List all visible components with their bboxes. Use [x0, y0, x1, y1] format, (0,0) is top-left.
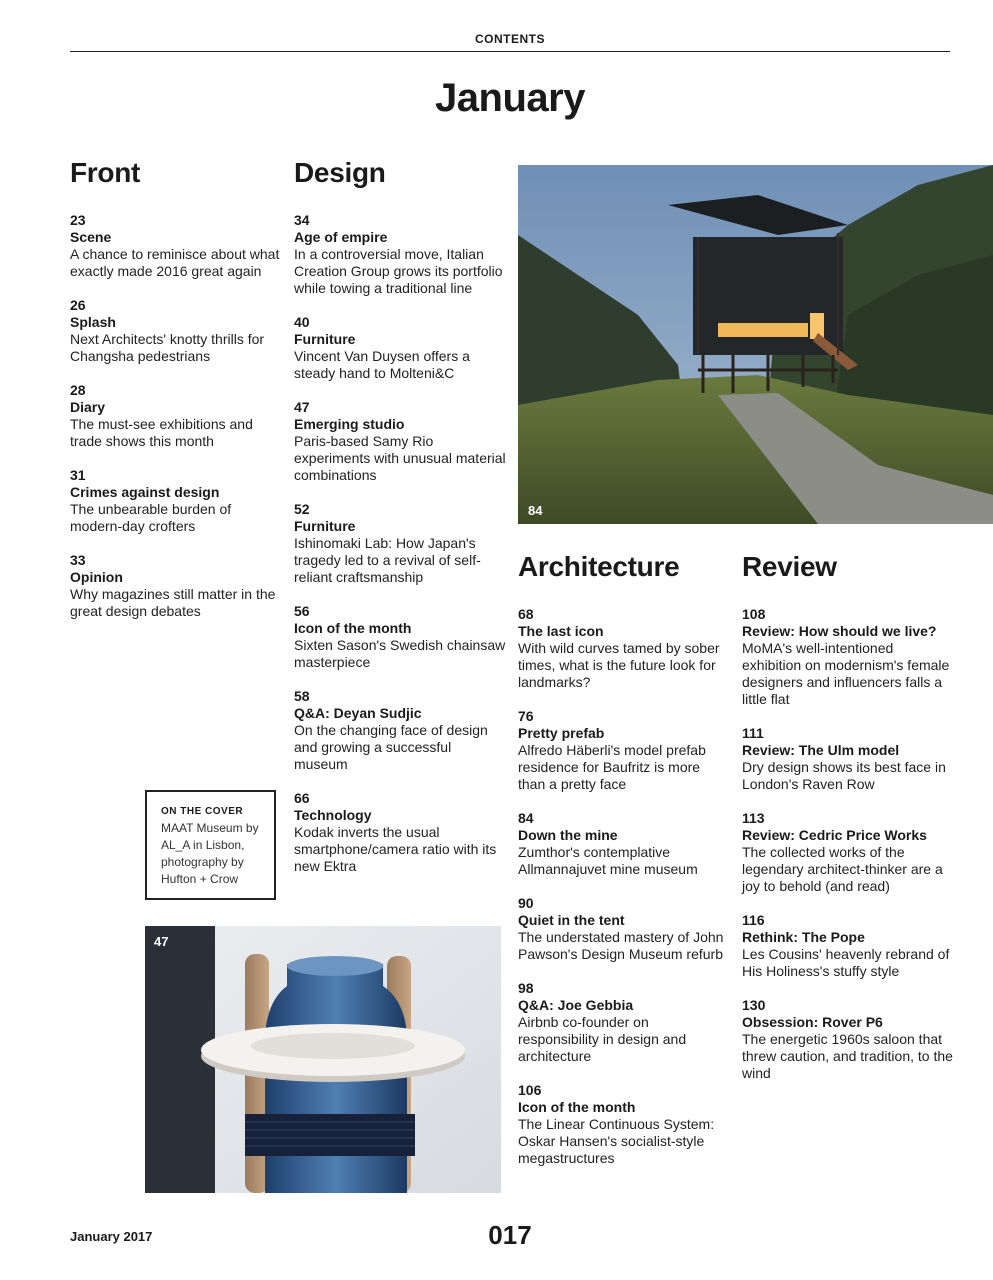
entry-page-number: 58	[294, 688, 310, 704]
entry-title: Emerging studio	[294, 416, 405, 432]
section-items	[742, 606, 954, 1082]
cover-credit: MAAT Museum by AL_A in Lisbon, photography by Hufton + Crow	[161, 821, 259, 886]
contents-entry	[70, 552, 282, 620]
header-rule	[70, 51, 950, 52]
contents-entry	[294, 603, 508, 671]
section-design	[294, 156, 508, 892]
running-head: CONTENTS	[475, 32, 545, 46]
entry-title: Age of empire	[294, 229, 388, 245]
section-architecture	[518, 550, 730, 1184]
contents-entry	[294, 212, 508, 297]
contents-entry	[518, 895, 730, 963]
entry-page-number: 33	[70, 552, 86, 568]
entry-page-number: 47	[294, 399, 310, 415]
section-items	[70, 212, 282, 620]
contents-entry	[70, 212, 282, 280]
entry-page-number: 84	[518, 810, 534, 826]
vase-photo-illustration	[145, 926, 501, 1193]
entry-description: MoMA's well-intentioned exhibition on modernism's female designers and influencers falls a little flat	[742, 640, 950, 707]
entry-page-number: 66	[294, 790, 310, 806]
contents-entry	[294, 314, 508, 382]
entry-description: The unbearable burden of modern-day crofters	[70, 501, 232, 534]
contents-entry	[742, 725, 954, 793]
entry-page-number: 90	[518, 895, 534, 911]
entry-title: Crimes against design	[70, 484, 220, 500]
contents-entry	[70, 467, 282, 535]
entry-title: Icon of the month	[518, 1099, 636, 1115]
section-items	[294, 212, 508, 875]
entry-title: Q&A: Joe Gebbia	[518, 997, 634, 1013]
section-heading: Design	[294, 157, 386, 188]
vase-photo	[145, 926, 501, 1193]
entry-description: Vincent Van Duysen offers a steady hand to Molteni&C	[294, 348, 470, 381]
entry-title: Rethink: The Pope	[742, 929, 865, 945]
entry-title: Review: Cedric Price Works	[742, 827, 927, 843]
entry-title: Technology	[294, 807, 372, 823]
contents-entry	[518, 708, 730, 793]
entry-description: Zumthor's contemplative Allmannajuvet mine museum	[518, 844, 698, 877]
entry-description: Kodak inverts the usual smartphone/camera ratio with its new Ektra	[294, 824, 497, 874]
entry-page-number: 130	[742, 997, 766, 1013]
entry-title: Q&A: Deyan Sudjic	[294, 705, 422, 721]
entry-description: The Linear Continuous System: Oskar Hansen's socialist-style megastructures	[518, 1116, 715, 1166]
cabin-photo	[518, 165, 993, 524]
entry-page-number: 34	[294, 212, 310, 228]
entry-page-number: 52	[294, 501, 310, 517]
entry-page-number: 40	[294, 314, 310, 330]
entry-page-number: 31	[70, 467, 86, 483]
section-items	[518, 606, 730, 1167]
entry-page-number: 68	[518, 606, 534, 622]
section-heading: Architecture	[518, 551, 680, 582]
entry-description: Airbnb co-founder on responsibility in design and architecture	[518, 1014, 687, 1064]
section-heading: Front	[70, 157, 141, 188]
entry-title: The last icon	[518, 623, 604, 639]
entry-description: A chance to reminisce about what exactly made 2016 great again	[70, 246, 280, 279]
page-number: 017	[488, 1220, 532, 1250]
entry-description: Why magazines still matter in the great design debates	[70, 586, 276, 619]
entry-page-number: 116	[742, 912, 765, 928]
section-front	[70, 156, 282, 637]
contents-entry	[742, 997, 954, 1082]
entry-description: Ishinomaki Lab: How Japan's tragedy led to a revival of self-reliant craftsmanship	[294, 535, 481, 585]
entry-description: The collected works of the legendary architect-thinker are a joy to behold (and read)	[742, 844, 943, 894]
cover-label: ON THE COVER	[161, 806, 244, 817]
entry-description: On the changing face of design and growing a successful museum	[294, 722, 488, 772]
entry-title: Quiet in the tent	[518, 912, 625, 928]
entry-description: Paris-based Samy Rio experiments with unusual material combinations	[294, 433, 506, 483]
entry-description: The energetic 1960s saloon that threw caution, and tradition, to the wind	[742, 1031, 953, 1081]
contents-entry	[518, 810, 730, 878]
entry-title: Review: The Ulm model	[742, 742, 900, 758]
photo-page-number: 84	[528, 503, 543, 518]
entry-description: Sixten Sason's Swedish chainsaw masterpiece	[294, 637, 506, 670]
contents-entry	[294, 790, 508, 875]
entry-title: Splash	[70, 314, 116, 330]
page-title: January	[435, 76, 585, 120]
contents-entry	[294, 688, 508, 773]
entry-page-number: 23	[70, 212, 86, 228]
entry-title: Scene	[70, 229, 112, 245]
entry-description: Dry design shows its best face in London's Raven Row	[742, 759, 946, 792]
entry-page-number: 26	[70, 297, 86, 313]
entry-page-number: 108	[742, 606, 766, 622]
entry-description: The must-see exhibitions and trade shows this month	[70, 416, 253, 449]
entry-title: Diary	[70, 399, 106, 415]
entry-description: In a controversial move, Italian Creation Group grows its portfolio while towing a traditional line	[294, 246, 503, 296]
photo-page-number: 47	[154, 934, 169, 949]
entry-description: Les Cousins' heavenly rebrand of His Holiness's stuffy style	[742, 946, 950, 979]
contents-entry	[742, 810, 954, 895]
entry-page-number: 113	[742, 810, 765, 826]
entry-description: Next Architects' knotty thrills for Changsha pedestrians	[70, 331, 265, 364]
contents-entry	[742, 606, 954, 708]
entry-page-number: 76	[518, 708, 534, 724]
entry-description: With wild curves tamed by sober times, what is the future look for landmarks?	[518, 640, 720, 690]
contents-entry	[518, 606, 730, 691]
entry-page-number: 28	[70, 382, 86, 398]
contents-entry	[518, 980, 730, 1065]
entry-title: Opinion	[70, 569, 123, 585]
entry-page-number: 98	[518, 980, 534, 996]
entry-page-number: 106	[518, 1082, 542, 1098]
contents-entry	[70, 382, 282, 450]
entry-description: The understated mastery of John Pawson's Design Museum refurb	[518, 929, 724, 962]
entry-description: Alfredo Häberli's model prefab residence for Baufritz is more than a pretty face	[518, 742, 706, 792]
entry-title: Icon of the month	[294, 620, 412, 636]
entry-title: Pretty prefab	[518, 725, 605, 741]
entry-title: Review: How should we live?	[742, 623, 937, 639]
cabin-photo-illustration	[518, 165, 993, 524]
on-the-cover-box	[145, 790, 276, 900]
entry-page-number: 111	[742, 725, 764, 741]
entry-title: Furniture	[294, 518, 356, 534]
contents-entry	[294, 501, 508, 586]
entry-title: Furniture	[294, 331, 356, 347]
section-review	[742, 550, 954, 1099]
entry-title: Down the mine	[518, 827, 618, 843]
contents-entry	[70, 297, 282, 365]
entry-page-number: 56	[294, 603, 310, 619]
contents-entry	[518, 1082, 730, 1167]
contents-entry	[742, 912, 954, 980]
issue-date: January 2017	[70, 1229, 153, 1244]
contents-entry	[294, 399, 508, 484]
entry-title: Obsession: Rover P6	[742, 1014, 883, 1030]
section-heading: Review	[742, 551, 837, 582]
